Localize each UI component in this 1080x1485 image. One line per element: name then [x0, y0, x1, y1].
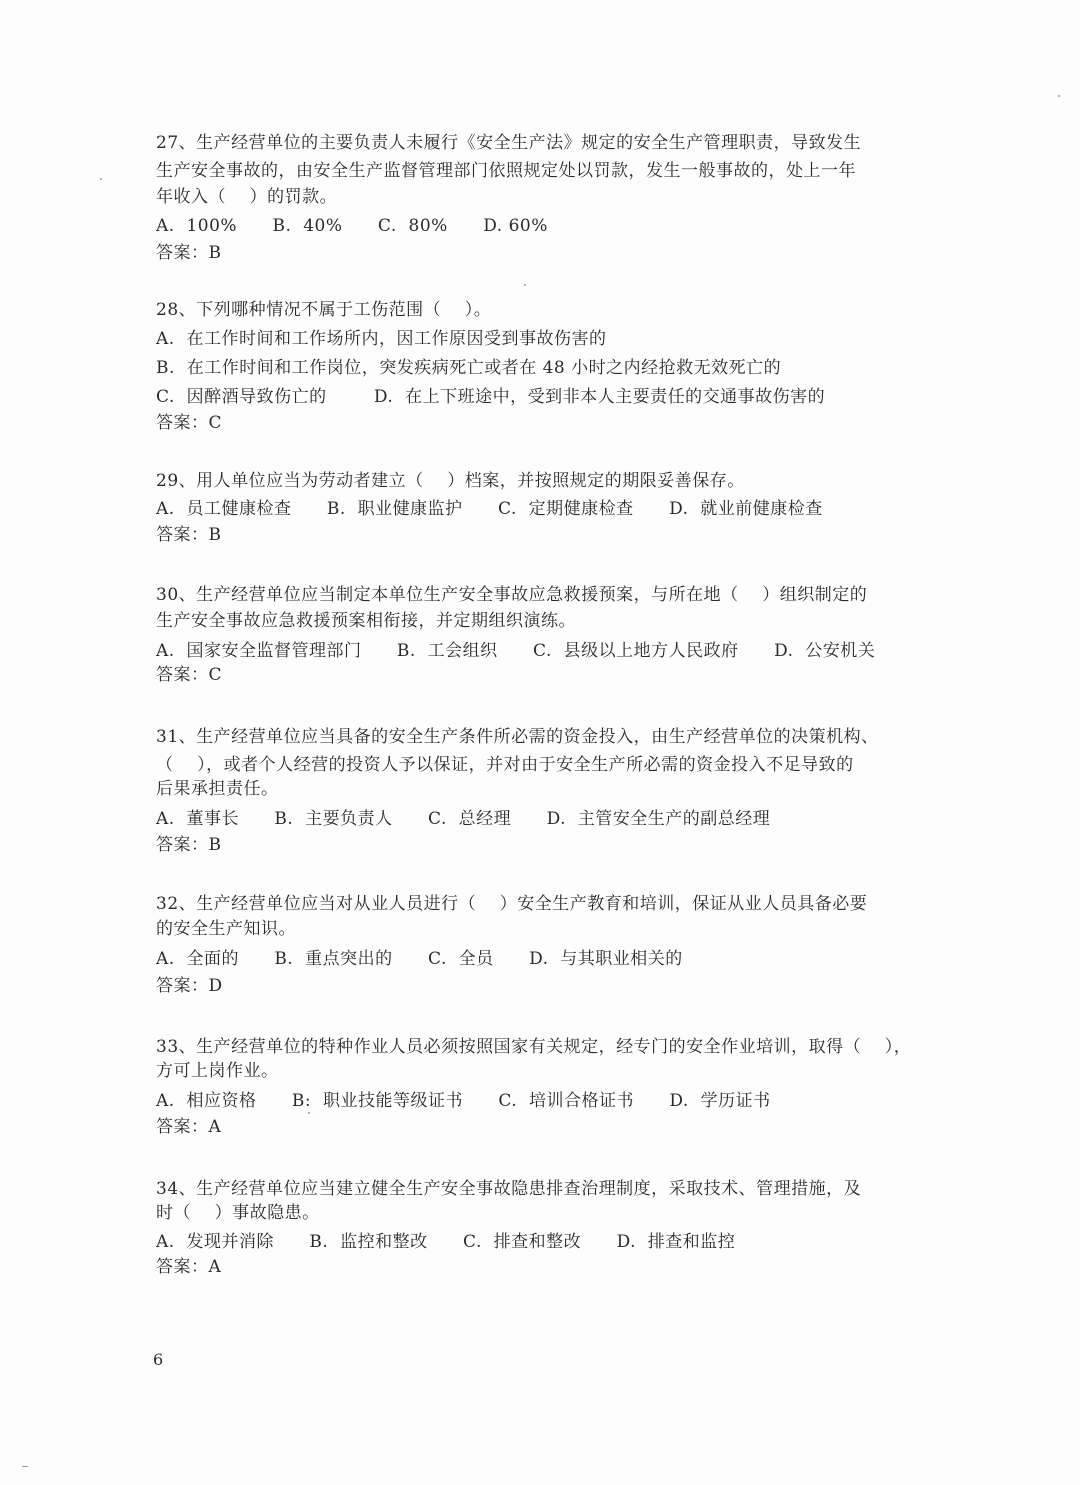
- question-text-line: （ ），或者个人经营的投资人予以保证，并对由于安全生产所必需的资金投入不足导致的: [156, 755, 854, 775]
- answer-key: 答案：A: [156, 1117, 222, 1137]
- answer-key: 答案：C: [156, 665, 223, 685]
- answer-options: A. 100% B. 40% C. 80% D. 60%: [156, 216, 548, 236]
- question-text-line: 32、生产经营单位应当对从业人员进行（ ）安全生产教育和培训，保证从业人员具备必要: [156, 894, 868, 914]
- answer-key: 答案：B: [156, 243, 222, 263]
- question-text-line: 生产安全事故应急救援预案相衔接，并定期组织演练。: [156, 611, 576, 631]
- scan-speck: [100, 178, 102, 180]
- question-text-line: 生产安全事故的，由安全生产监督管理部门依照规定处以罚款，发生一般事故的，处上一年: [156, 161, 856, 181]
- answer-key: 答案：D: [156, 976, 223, 996]
- question-text-line: 27、生产经营单位的主要负责人未履行《安全生产法》规定的安全生产管理职责，导致发生: [156, 133, 862, 153]
- question-text-line: 33、生产经营单位的特种作业人员必须按照国家有关规定，经专门的安全作业培训，取得（ ），: [156, 1037, 912, 1057]
- question-text-line: 年收入（ ）的罚款。: [156, 187, 338, 207]
- answer-option-line: B. 在工作时间和工作岗位，突发疾病死亡或者在 48 小时之内经抢救无效死亡的: [156, 358, 782, 378]
- scan-speck: [22, 1466, 28, 1467]
- answer-key: 答案：A: [156, 1257, 222, 1277]
- scan-speck: [1058, 95, 1060, 97]
- scan-speck: [308, 1112, 310, 1114]
- answer-options: A. 国家安全监督管理部门 B. 工会组织 C. 县级以上地方人民政府 D. 公安机关: [156, 641, 876, 661]
- question-text-line: 后果承担责任。: [156, 779, 279, 799]
- answer-key: 答案：C: [156, 413, 223, 433]
- scan-speck: [524, 284, 526, 286]
- answer-option-line: C. 因醉酒导致伤亡的 D. 在上下班途中，受到非本人主要责任的交通事故伤害的: [156, 387, 826, 407]
- answer-options: A. 员工健康检查 B. 职业健康监护 C. 定期健康检查 D. 就业前健康检查: [156, 499, 823, 519]
- question-text-line: 的安全生产知识。: [156, 919, 296, 939]
- question-text-line: 31、生产经营单位应当具备的安全生产条件所必需的资金投入，由生产经营单位的决策机构、: [156, 727, 879, 747]
- question-text-line: 34、生产经营单位应当建立健全生产安全事故隐患排查治理制度，采取技术、管理措施，及: [156, 1179, 862, 1199]
- question-text-line: 28、下列哪种情况不属于工伤范围（ ）。: [156, 300, 492, 320]
- question-text-line: 时（ ）事故隐患。: [156, 1203, 320, 1223]
- answer-key: 答案：B: [156, 525, 222, 545]
- question-text-line: 29、用人单位应当为劳动者建立（ ）档案，并按照规定的期限妥善保存。: [156, 471, 745, 491]
- answer-option-line: A. 在工作时间和工作场所内，因工作原因受到事故伤害的: [156, 329, 607, 349]
- answer-options: A. 董事长 B. 主要负责人 C. 总经理 D. 主管安全生产的副总经理: [156, 809, 771, 829]
- answer-options: A. 相应资格 B: 职业技能等级证书 C. 培训合格证书 D. 学历证书: [156, 1091, 771, 1111]
- answer-options: A. 发现并消除 B. 监控和整改 C. 排查和整改 D. 排查和监控: [156, 1232, 736, 1252]
- answer-key: 答案：B: [156, 835, 222, 855]
- page-number: 6: [153, 1350, 164, 1369]
- answer-options: A. 全面的 B. 重点突出的 C. 全员 D. 与其职业相关的: [156, 949, 683, 969]
- question-text-line: 方可上岗作业。: [156, 1061, 279, 1081]
- question-text-line: 30、生产经营单位应当制定本单位生产安全事故应急救援预案，与所在地（ ）组织制定的: [156, 585, 868, 605]
